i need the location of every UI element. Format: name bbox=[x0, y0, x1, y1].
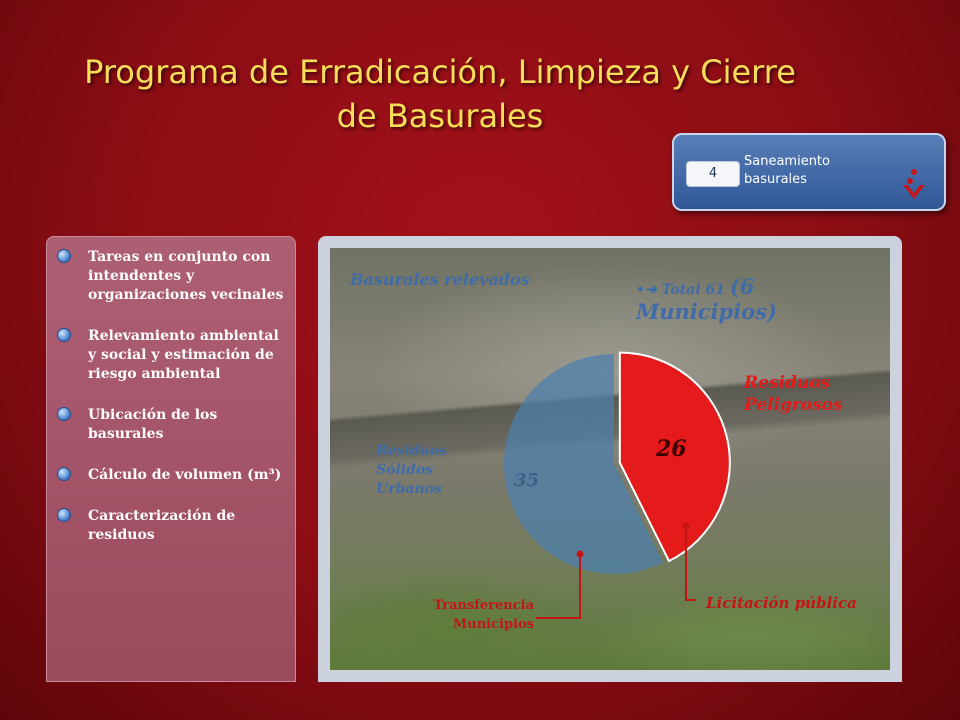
down-arrow-icon bbox=[900, 169, 928, 203]
section-badge[interactable] bbox=[672, 133, 946, 211]
task-item bbox=[58, 406, 288, 444]
slice-value-rsu: 35 bbox=[514, 470, 540, 491]
bullet-icon bbox=[58, 468, 70, 480]
task-item bbox=[58, 248, 288, 305]
callout-transferencia: Transferencia Municipios bbox=[433, 598, 534, 632]
task-text: Ubicación de los basurales bbox=[88, 407, 218, 442]
task-item bbox=[58, 327, 288, 384]
badge-number: 4 bbox=[686, 161, 740, 187]
callout-licitacion: Licitación pública bbox=[706, 594, 857, 612]
task-text: Tareas en conjunto con intendentes y organizaciones vecinales bbox=[88, 249, 284, 303]
badge-label: Saneamiento basurales bbox=[744, 154, 830, 187]
bullet-icon bbox=[58, 509, 70, 521]
callout-dot bbox=[577, 551, 584, 558]
task-item bbox=[58, 507, 288, 545]
landfill-photo bbox=[330, 248, 890, 670]
bullet-icon bbox=[58, 329, 70, 341]
total-suffix: (6 Municipios) bbox=[636, 274, 777, 324]
task-text: Caracterización de residuos bbox=[88, 508, 236, 543]
total-arrow-icon: •➔ bbox=[636, 282, 657, 298]
slice-label-peligrosos: Residuos Peligrosos bbox=[744, 373, 843, 415]
callout-dot bbox=[683, 523, 690, 530]
slide-title: Programa de Erradicación, Limpieza y Cierre de Basurales bbox=[84, 53, 796, 135]
total-label: Total 61 bbox=[661, 282, 725, 298]
tasks-panel bbox=[46, 236, 296, 682]
slice-value-peligrosos: 26 bbox=[656, 436, 687, 462]
task-text: Cálculo de volumen (m³) bbox=[88, 467, 282, 483]
chart-total bbox=[636, 274, 890, 324]
task-item bbox=[58, 466, 288, 485]
bullet-icon bbox=[58, 408, 70, 420]
bullet-icon bbox=[58, 250, 70, 262]
chart-title: Basurales relevados bbox=[350, 270, 530, 289]
slice-label-rsu: Residuos Sólidos Urbanos bbox=[376, 443, 447, 497]
chart-panel bbox=[318, 236, 902, 682]
task-text: Relevamiento ambiental y social y estimación de riesgo ambiental bbox=[88, 328, 279, 382]
